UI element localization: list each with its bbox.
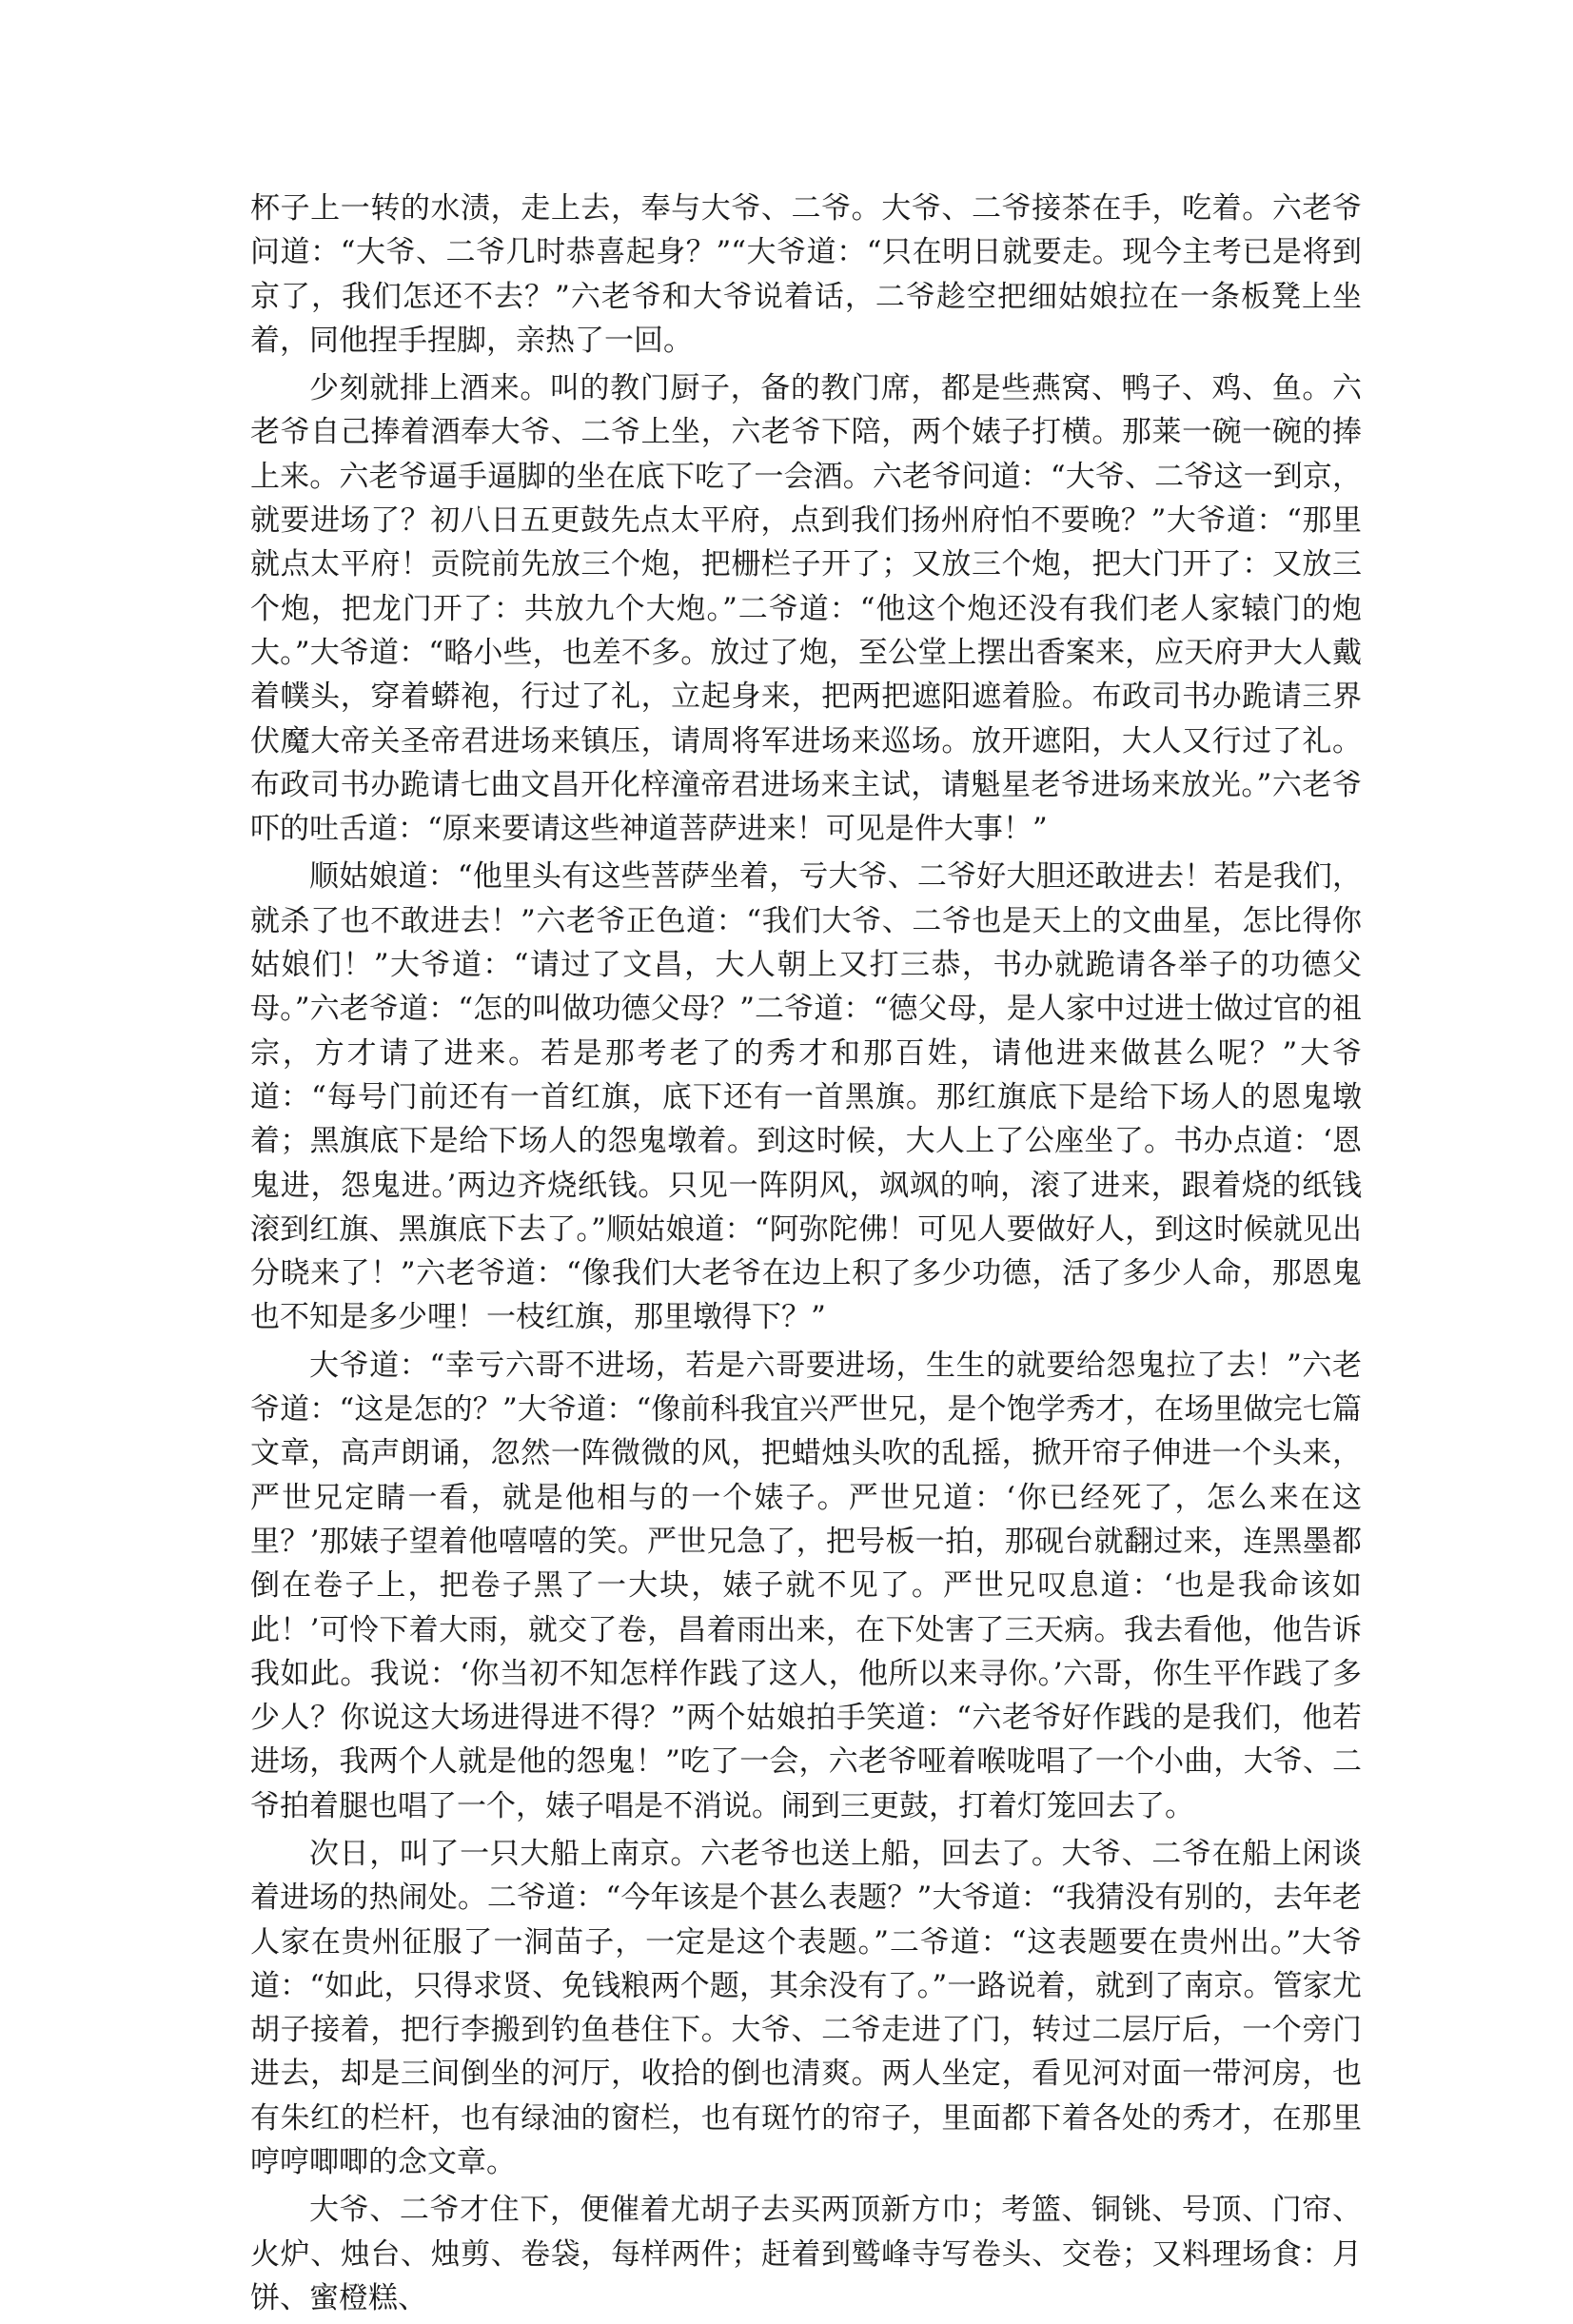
paragraph-2: 少刻就排上酒来。叫的教门厨子，备的教门席，都是些燕窝、鸭子、鸡、鱼。六老爷自己捧着酒奉大爷、二爷上坐，六老爷下陪，两个婊子打横。那莱一碗一碗的捧上来。六老爷逼手逼脚的坐在底下吃了一会酒。六老爷问道：“大爷、二爷这一到京，就要进场了？初八日五更鼓先点太平府，点到我们扬州府怕不要晚？”大爷道：“那里就点太平府！贡院前先放三个炮，把栅栏子开了；又放三个炮，把大门开了：又放三个炮，把龙门开了：共放九个大炮。”二爷道：“他这个炮还没有我们老人家辕门的炮大。”大爷道：“略小些，也差不多。放过了炮，至公堂上摆出香案来，应天府尹大人戴着幞头，穿着蟒袍，行过了礼，立起身来，把两把遮阳遮着脸。布政司书办跪请三界伏魔大帝关圣帝君进场来镇压，请周将军进场来巡场。放开遮阳，大人又行过了礼。布政司书办跪请七曲文昌开化梓潼帝君进场来主试，请魁星老爷进场来放光。”六老爷吓的吐舌道：“原来要请这些神道菩萨进来！可见是件大事！” [250,371,1362,847]
body-text [250,187,1362,2324]
paragraph-5: 次日，叫了一只大船上南京。六老爷也送上船，回去了。大爷、二爷在船上闲谈着进场的热闹处。二爷道：“今年该是个甚么表题？”大爷道：“我猜没有别的，去年老人家在贵州征服了一洞苗子，一定是这个表题。”二爷道：“这表题要在贵州出。”大爷道：“如此，只得求贤、免钱粮两个题，其余没有了。”一路说着，就到了南京。管家尤胡子接着，把行李搬到钓鱼巷住下。大爷、二爷走进了门，转过二层厅后，一个旁门进去，却是三间倒坐的河厅，收拾的倒也清爽。两人坐定，看见河对面一带河房，也有朱红的栏杆，也有绿油的窗栏，也有斑竹的帘子，里面都下着各处的秀才，在那里哼哼唧唧的念文章。 [250,1836,1362,2180]
paragraph-4: 大爷道：“幸亏六哥不进场，若是六哥要进场，生生的就要给怨鬼拉了去！”六老爷道：“这是怎的？”大爷道：“像前科我宜兴严世兄，是个饱学秀才，在场里做完七篇文章，高声朗诵，忽然一阵微微的风，把蜡烛头吹的乱摇，掀开帘子伸进一个头来，严世兄定睛一看，就是他相与的一个婊子。严世兄道：‘你已经死了，怎么来在这里？’那婊子望着他嘻嘻的笑。严世兄急了，把号板一拍，那砚台就翻过来，连黑墨都倒在卷子上，把卷子黑了一大块，婊子就不见了。严世兄叹息道：‘也是我命该如此！’可怜下着大雨，就交了卷，昌着雨出来，在下处害了三天病。我去看他，他告诉我如此。我说：‘你当初不知怎样作践了这人，他所以来寻你。’六哥，你生平作践了多少人？你说这大场进得进不得？”两个姑娘拍手笑道：“六老爷好作践的是我们，他若进场，我两个人就是他的怨鬼！”吃了一会，六老爷哑着喉咙唱了一个小曲，大爷、二爷拍着腿也唱了一个，婊子唱是不消说。闹到三更鼓，打着灯笼回去了。 [250,1348,1362,1823]
paragraph-6: 大爷、二爷才住下，便催着尤胡子去买两顶新方巾；考篮、铜铫、号顶、门帘、火炉、烛台、烛剪、卷袋，每样两件；赶着到鹫峰寺写卷头、交卷；又料理场食：月饼、蜜橙糕、 [250,2193,1362,2315]
paragraph-1: 杯子上一转的水渍，走上去，奉与大爷、二爷。大爷、二爷接茶在手，吃着。六老爷问道：“大爷、二爷几时恭喜起身？”“大爷道：“只在明日就要走。现今主考已是将到京了，我们怎还不去？”六老爷和大爷说着话，二爷趁空把细姑娘拉在一条板凳上坐着，同他捏手捏脚，亲热了一回。 [250,191,1362,358]
paragraph-3: 顺姑娘道：“他里头有这些菩萨坐着，亏大爷、二爷好大胆还敢进去！若是我们，就杀了也不敢进去！”六老爷正色道：“我们大爷、二爷也是天上的文曲星，怎比得你姑娘们！”大爷道：“请过了文昌，大人朝上又打三恭，书办就跪请各举子的功德父母。”六老爷道：“怎的叫做功德父母？”二爷道：“德父母，是人家中过进士做过官的祖宗，方才请了进来。若是那考老了的秀才和那百姓，请他进来做甚么呢？”大爷道：“每号门前还有一首红旗，底下还有一首黑旗。那红旗底下是给下场人的恩鬼墩着；黑旗底下是给下场人的怨鬼墩着。到这时候，大人上了公座坐了。书办点道：‘恩鬼进，怨鬼进。’两边齐烧纸钱。只见一阵阴风，飒飒的响，滚了进来，跟着烧的纸钱滚到红旗、黑旗底下去了。”顺姑娘道：“阿弥陀佛！可见人要做好人，到这时候就见出分晓来了！”六老爷道：“像我们大老爷在边上积了多少功德，活了多少人命，那恩鬼也不知是多少哩！一枝红旗，那里墩得下？” [250,859,1362,1335]
